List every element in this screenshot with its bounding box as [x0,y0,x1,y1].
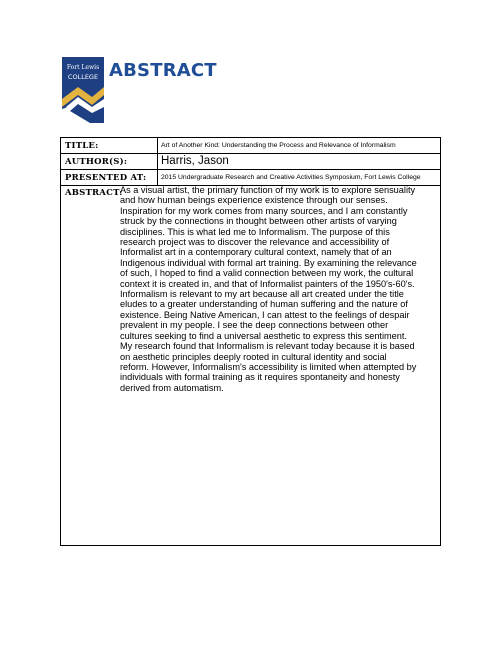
row-divider [61,153,440,154]
title-value: Art of Another Kind: Understanding the Process and Relevance of Informalism [161,142,396,149]
presented-label: PRESENTED AT: [65,173,147,183]
mountain-logo-icon [62,57,104,123]
page-heading: ABSTRACT [109,60,217,81]
logo-text-line1: Fort Lewis [66,64,100,71]
author-label: AUTHOR(S): [65,157,128,167]
abstract-text: As a visual artist, the primary function of my work is to explore sensuality and how human beings experience existence through our senses. Inspiration for my work comes from many sources, and I am constantly struck by the connections in thought between other artists of varying disciplines. This is what led me to Informalism. The purpose of this research project was to discover the relevance and accessibility of Informalist art in a contemporary cultural context, namely that of an Indigenous individual with formal art training. By examining the relevance of such, I hoped to find a valid connection between my work, the cultural context it is created in, and that of Informalist painters of the 1950's-60's. Informalism is relevant to my art because all art created under the title eludes to a greater understanding of human suffering and the nature of existence. Being Native American, I can attest to the feelings of despair prevalent in my people. I see the deep connections between other cultures seeking to find a universal aesthetic to express this sentiment. My research found that Informalism is relevant today because it is based on aesthetic principles deeply rooted in cultural identity and social reform. However, Informalism's accessibility is limited when attempted by individuals with formal training as it requires spontaneity and honesty derived from automatism. [120,185,417,393]
column-divider [157,138,158,186]
presented-value: 2015 Undergraduate Research and Creative Activities Symposium, Fort Lewis College [161,174,421,181]
abstract-form [60,137,441,546]
title-label: TITLE: [65,141,99,151]
abstract-label: ABSTRACT: [65,188,123,198]
logo-text-line2: COLLEGE [67,73,99,81]
author-value: Harris, Jason [161,155,229,167]
row-divider [61,169,440,170]
college-logo [62,57,104,123]
